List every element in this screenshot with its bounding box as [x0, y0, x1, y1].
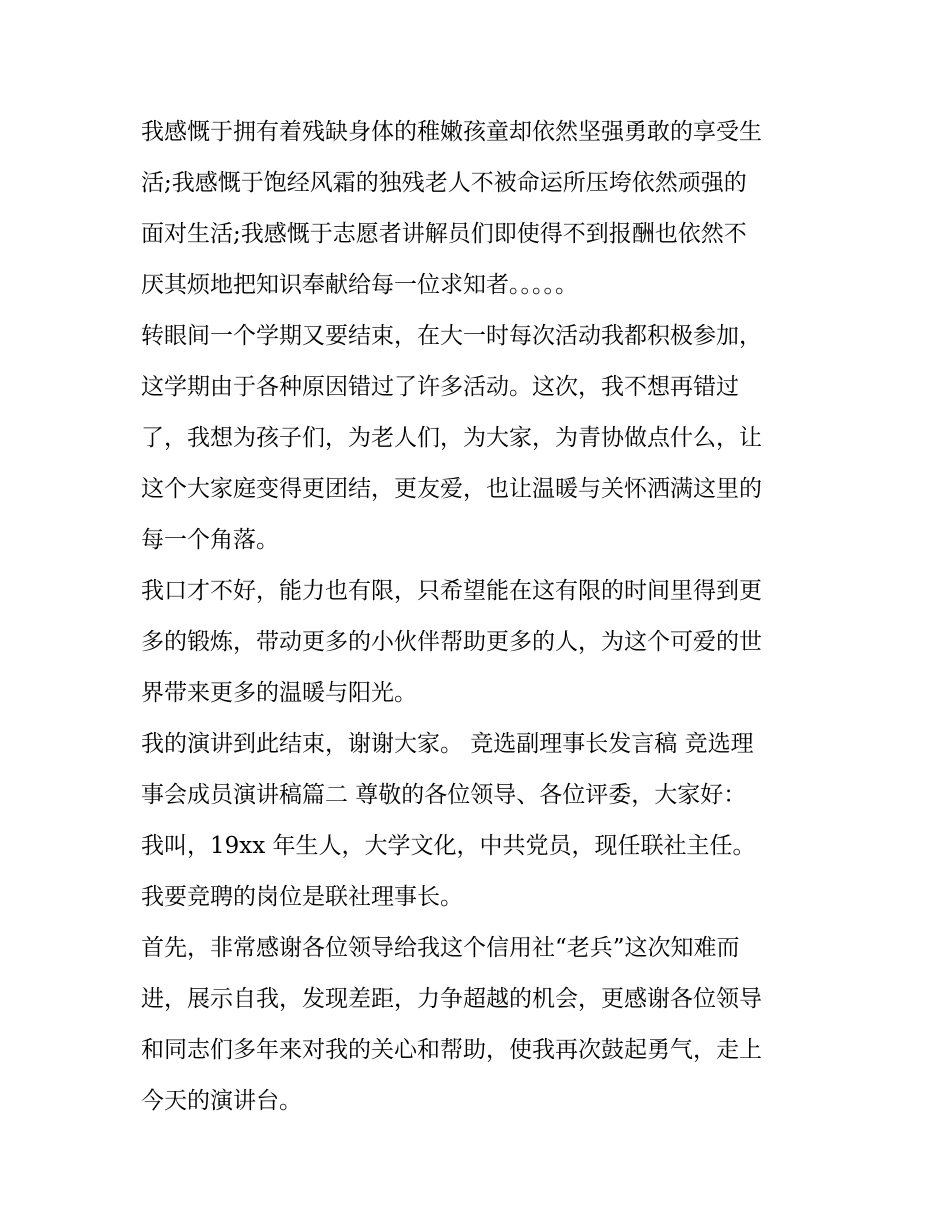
text-line: 活;我感慨于饱经风霜的独残老人不被命运所压垮依然顽强的 [141, 170, 747, 196]
text-line: 多的锻炼，带动更多的小伙伴帮助更多的人，为这个可爱的世 [141, 629, 762, 655]
text-line: 了，我想为孩子们，为老人们，为大家，为青协做点什么，让 [141, 425, 762, 451]
text-line: 面对生活;我感慨于志愿者讲解员们即使得不到报酬也依然不 [141, 221, 747, 247]
text-line: 和同志们多年来对我的关心和帮助，使我再次鼓起勇气，走上 [141, 1037, 762, 1063]
text-line: 我的演讲到此结束，谢谢大家。 竞选副理事长发言稿 竞选理 [141, 731, 754, 757]
text-line: 事会成员演讲稿篇二 尊敬的各位领导、各位评委，大家好： [141, 782, 747, 808]
text-line: 界带来更多的温暖与阳光。 [141, 680, 417, 706]
text-line: 我要竞聘的岗位是联社理事长。 [141, 884, 463, 910]
text-line: 厌其烦地把知识奉献给每一位求知者。。。。。 [141, 272, 578, 298]
text-line: 今天的演讲台。 [141, 1088, 302, 1114]
text-line: 这学期由于各种原因错过了许多活动。这次，我不想再错过 [141, 374, 739, 400]
text-line: 这个大家庭变得更团结，更友爱，也让温暖与关怀洒满这里的 [141, 476, 762, 502]
text-line: 进，展示自我，发现差距，力争超越的机会，更感谢各位领导 [141, 986, 762, 1012]
text-line: 我叫，19xx 年生人，大学文化，中共党员，现任联社主任。 [141, 833, 756, 859]
text-line: 首先，非常感谢各位领导给我这个信用社“老兵”这次知难而 [141, 935, 740, 961]
text-line: 每一个角落。 [141, 527, 279, 553]
text-line: 转眼间一个学期又要结束，在大一时每次活动我都积极参加， [141, 323, 762, 349]
document-body [141, 107, 821, 1127]
text-line: 我口才不好，能力也有限，只希望能在这有限的时间里得到更 [141, 578, 762, 604]
text-line: 我感慨于拥有着残缺身体的稚嫩孩童却依然坚强勇敢的享受生 [141, 119, 762, 145]
